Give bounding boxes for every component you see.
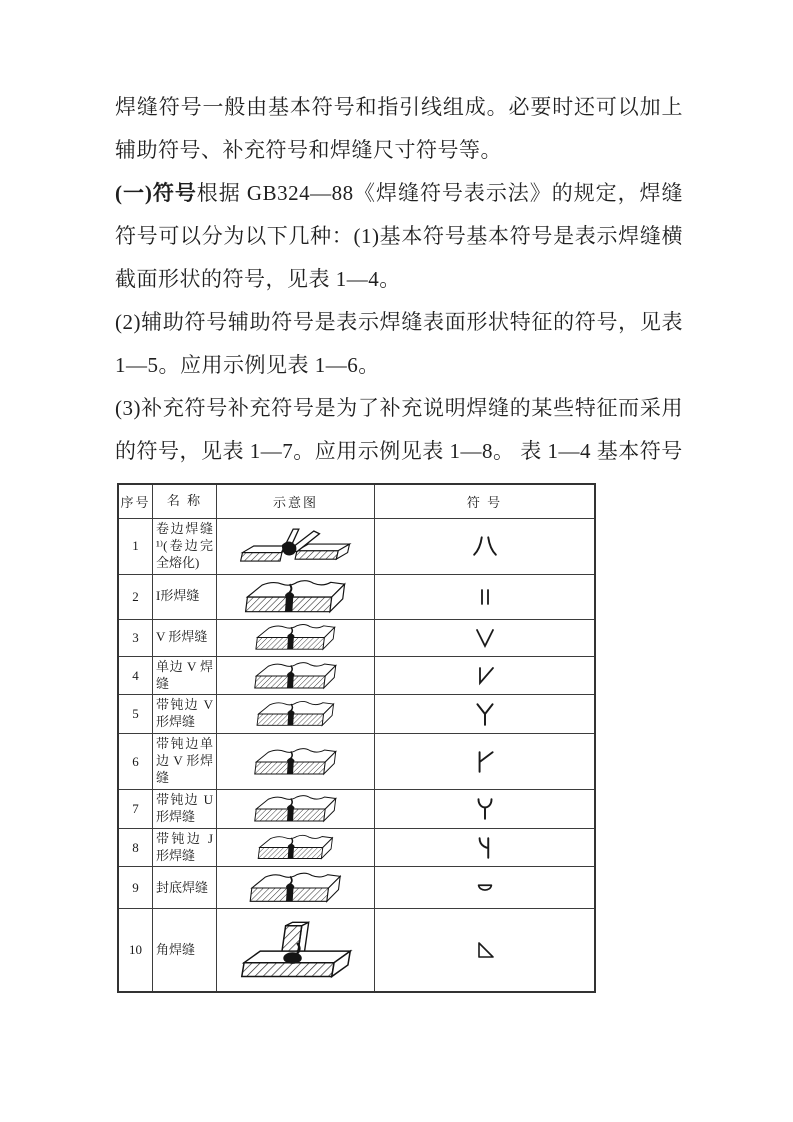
weld-schematic-icon	[237, 620, 355, 655]
paragraph-symbols	[115, 172, 683, 301]
table-row	[118, 909, 595, 992]
weld-name: V 形焊缝	[153, 619, 217, 656]
row-number: 6	[118, 734, 153, 790]
paragraph-symbols-text: 根据 GB324—88《焊缝符号表示法》的规定，焊缝符号可以分为以下几种：(1)基本符号基本符号是表示焊缝横截面形状的符号，见表 1—4。	[115, 181, 683, 291]
basic-symbols-table	[117, 483, 596, 993]
table-header-row	[118, 484, 595, 519]
weld-name: 角焊缝	[153, 909, 217, 992]
table-row	[118, 519, 595, 575]
row-number: 8	[118, 828, 153, 867]
weld-symbol-icon	[472, 835, 498, 861]
row-number: 1	[118, 519, 153, 575]
row-number: 4	[118, 656, 153, 695]
weld-name: 带钝边 V 形焊缝	[153, 695, 217, 734]
paragraph-supplementary-symbols: (3)补充符号补充符号是为了补充说明焊缝的某些特征而采用的符号，见表 1—7。应用示例见表 1—8。 表 1—4 基本符号	[115, 396, 683, 463]
paragraph-auxiliary-symbols: (2)辅助符号辅助符号是表示焊缝表面形状特征的符号，见表 1—5。应用示例见表 1—6。	[115, 310, 683, 377]
table-row	[118, 656, 595, 695]
weld-symbol-icon	[474, 877, 496, 899]
weld-symbol-icon	[472, 796, 498, 822]
weld-schematic-icon	[221, 920, 371, 980]
weld-symbol-icon	[473, 938, 497, 962]
table-row	[118, 789, 595, 828]
weld-name: 单边 V 焊缝	[153, 656, 217, 695]
header-name: 名 称	[153, 484, 217, 519]
weld-schematic-icon	[237, 658, 355, 694]
weld-name: 带钝边 J 形焊缝	[153, 828, 217, 867]
table-row	[118, 619, 595, 656]
row-number: 5	[118, 695, 153, 734]
weld-schematic-icon	[235, 523, 357, 569]
table-row	[118, 734, 595, 790]
header-symbol: 符 号	[375, 484, 596, 519]
weld-name: 卷边焊缝¹⁾(卷边完全熔化)	[153, 519, 217, 575]
row-number: 7	[118, 789, 153, 828]
weld-symbol-icon	[473, 626, 497, 650]
weld-name: 封底焊缝	[153, 867, 217, 909]
body-text	[115, 86, 683, 473]
row-number: 3	[118, 619, 153, 656]
weld-name: 带钝边 U 形焊缝	[153, 789, 217, 828]
row-number: 9	[118, 867, 153, 909]
weld-symbol-icon	[472, 749, 498, 775]
weld-schematic-icon	[237, 791, 355, 827]
weld-name: I形焊缝	[153, 574, 217, 619]
table-row	[118, 574, 595, 619]
weld-symbol-icon	[472, 701, 498, 727]
table-row	[118, 695, 595, 734]
table-row	[118, 867, 595, 909]
weld-schematic-icon	[237, 831, 355, 864]
weld-schematic-icon	[237, 868, 355, 908]
weld-schematic-icon	[237, 744, 355, 780]
section-heading: (一)符号	[115, 181, 197, 205]
weld-name: 带钝边单边 V 形焊缝	[153, 734, 217, 790]
row-number: 2	[118, 574, 153, 619]
weld-symbol-icon	[472, 533, 498, 559]
paragraph-intro: 焊缝符号一般由基本符号和指引线组成。必要时还可以加上辅助符号、补充符号和焊缝尺寸符号等。	[115, 95, 683, 162]
row-number: 10	[118, 909, 153, 992]
weld-symbol-icon	[473, 585, 497, 609]
weld-symbol-icon	[473, 664, 497, 688]
table-row	[118, 828, 595, 867]
weld-schematic-icon	[237, 697, 355, 731]
weld-schematic-icon	[235, 575, 357, 619]
header-schematic: 示意图	[217, 484, 375, 519]
header-number: 序号	[118, 484, 153, 519]
